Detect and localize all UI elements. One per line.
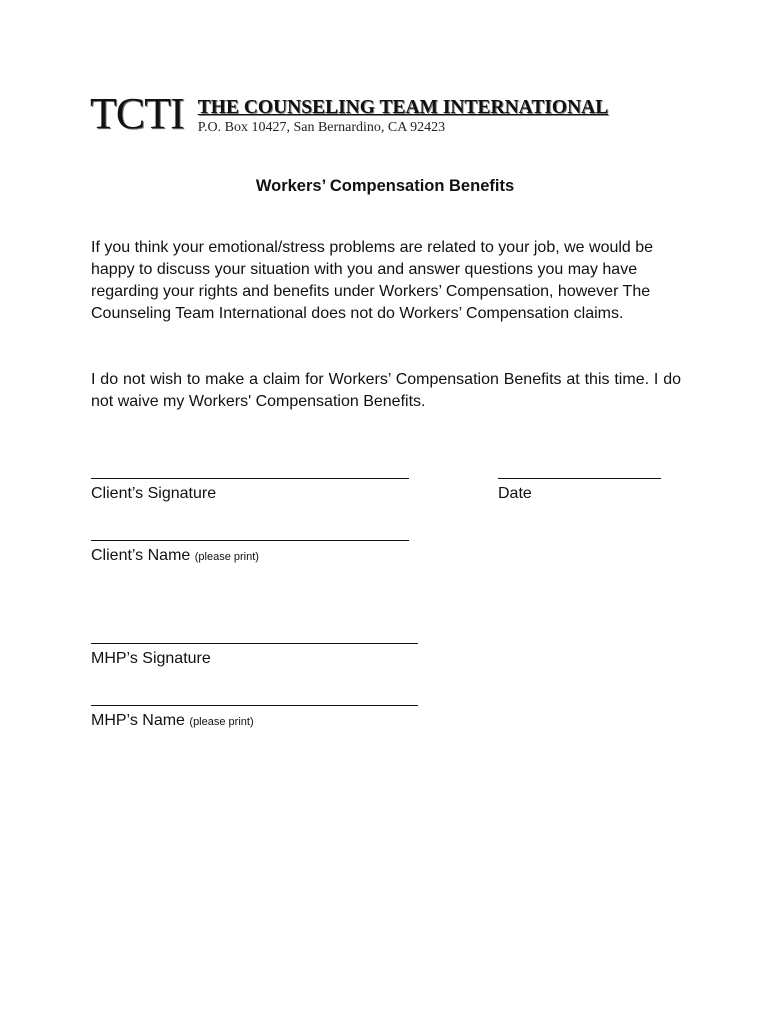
mhp-signature-label: MHP’s Signature — [91, 650, 211, 667]
letterhead — [90, 89, 609, 138]
date-line[interactable] — [498, 478, 661, 479]
org-name: THE COUNSELING TEAM INTERNATIONAL — [197, 97, 609, 118]
mhp-name-note: (please print) — [189, 716, 254, 728]
mhp-name-label: MHP’s Name — [91, 712, 185, 729]
client-signature-label: Client’s Signature — [91, 485, 217, 502]
paragraph-info: If you think your emotional/stress problems are related to your job, we would be happy to discuss your situation with you and answer questions you may have regarding your rights and benefits under Workers’ Compensation, however The Counseling Team International does not do Workers’ Compensation claims. — [91, 239, 654, 322]
client-name-note: (please print) — [194, 551, 259, 563]
date-field — [498, 478, 661, 504]
document-title: Workers’ Compensation Benefits — [255, 177, 515, 195]
client-name-line[interactable] — [91, 540, 409, 541]
mhp-name-label-row — [91, 711, 418, 732]
mhp-signature-line[interactable] — [91, 643, 418, 644]
mhp-name-field — [91, 705, 418, 732]
mhp-name-line[interactable] — [91, 705, 418, 706]
org-address: P.O. Box 10427, San Bernardino, CA 92423 — [197, 120, 446, 135]
client-name-label: Client’s Name — [91, 547, 191, 564]
client-name-field — [91, 540, 409, 567]
mhp-signature-field — [91, 643, 418, 669]
logo-tcti: TCTI — [90, 89, 184, 138]
org-info — [198, 98, 608, 137]
client-name-label-row — [91, 546, 409, 567]
paragraph-waiver: I do not wish to make a claim for Workers’ Compensation Benefits at this time. I do not waive my Workers' Compensation Benefits. — [91, 371, 681, 410]
client-signature-field — [91, 478, 409, 504]
date-label: Date — [498, 485, 532, 502]
client-signature-line[interactable] — [91, 478, 409, 479]
